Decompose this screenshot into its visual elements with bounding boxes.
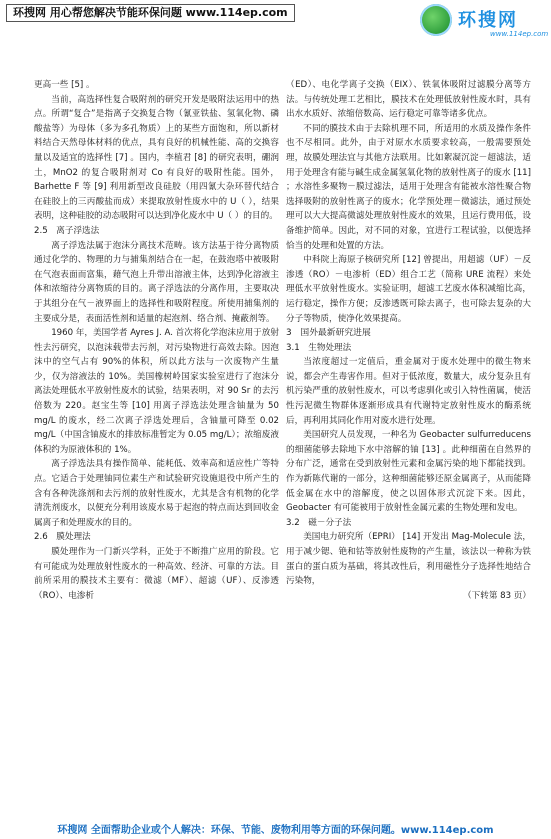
section-heading: 2.6 膜处理法 <box>34 532 91 543</box>
paragraph: 膜处理作为一门新兴学科，正处于不断推广应用的阶段。它有可能成为处理放射性废水的一种高效、经济、可靠的方法。目前所采用的膜技术主要有：微滤（MF）、超滤（UF）、反渗透（RO）、电渗析 <box>34 547 279 601</box>
paragraph: 离子浮选法属于泡沫分离技术范畴。该方法基于待分离物质通过化学的、物理的力与捕集剂结合在一起，在鼓泡塔中被吸附在气泡表面而富集，藉气泡上升带出溶液主体，达到净化溶液主体和浓缩待分离物质的目的。离子浮选法的分离作用，主要取决于其组分在气－液界面上的选择性和吸附程度。所使用捕集剂的主要成分是，表面活性剂和适量的起泡剂、络合剂、掩蔽剂等。 <box>34 240 279 324</box>
left-column <box>34 78 279 603</box>
subsection-heading: 3.2 磁－分子法 <box>286 517 352 528</box>
continued-note: （下转第 83 页） <box>463 590 531 601</box>
paragraph: 1960 年，美国学者 Ayres J. A. 首次将化学泡沫应用于放射性去污研究，以泡沫载带去污剂，对污染物进行高效去除。因泡沫中的空气占有 90%的体积，所以此方法与一次废物产生量少，仅为溶液法的 10%。美国橡树岭国家实验室进行了泡沫分离法处理低水平放射性废水的试验，结果表明，对 90 Sr 的去污倍数为 220。赵宝生等 [10] 用离子浮选法处理含铀量为 50 mg/L 的废水，经二次离子浮选处理后，含铀量可降至 0.02 mg/L（中国含铀废水的排放标准暂定为 0.05 mg/L）；浓缩废液体积约为原液体积的 1%。 <box>34 328 279 455</box>
paragraph: 离子浮选法具有操作简单、能耗低、效率高和适应性广等特点。它适合于处理铀同位素生产和试验研究设施退役中所产生的含有各种洗涤剂和去污剂的放射性废水，尤其是含有机物的化学清洗剂废水，以便充分利用该废水易于起泡的特点而达到回收金属离子和处理废水的目的。 <box>34 459 279 528</box>
paragraph: 不同的膜技术由于去除机理不同，所适用的水质及操作条件也不尽相同。此外，由于对原水水质要求较高，一般需要预处理，故膜处理法宜与其他方法联用。比如絮凝沉淀－超滤法，适用于处理含有能与碱生成金属氢氧化物的放射性离子的废水 [11] ；水溶性多聚物－膜过滤法，适用于处理含有能被水溶性聚合物选择吸附的放射性离子的废水；化学预处理－微滤法，通过预处理可以大大提高微滤处理放射性废水的效果，且运行费用低，设备维护简单。因此，对不同的对象，宜进行工程试验，以便选择恰当的处理和处置的方法。 <box>286 123 531 251</box>
top-banner[interactable]: 环搜网 用心帮您解决节能环保问题 www.114ep.com <box>6 4 295 22</box>
globe-icon <box>420 4 452 36</box>
right-column <box>286 78 531 603</box>
page-header <box>0 0 551 58</box>
logo-url: www.114ep.com <box>490 30 549 38</box>
paragraph: 更高一些 [5] 。 <box>34 80 95 90</box>
site-logo[interactable] <box>420 4 550 44</box>
section-heading: 3 国外最新研究进展 <box>286 328 371 339</box>
paragraph: 美国电力研究所（EPRI） [14] 开发出 Mag-Molecule 法，用于减少锶、铯和钴等放射性废物的产生量，该法以一种称为铁蛋白的蛋白质为基础，将其改性后，利用磁性分子选择性地结合污染物， <box>286 532 531 587</box>
paragraph: （ED）、电化学离子交换（EIX）、铁氧体吸附过滤膜分离等方法。与传统处理工艺相比，膜技术在处理低放射性废水时，具有出水水质好、浓缩倍数高、运行稳定可靠等诸多优点。 <box>286 80 531 120</box>
paragraph: 美国研究人员发现，一种名为 Geobacter sulfurreducens 的细菌能够去除地下水中溶解的铀 [13] 。此种细菌在自然界的分布广泛，通常在受到放射性元素和金属污染的地下都能找到。作为新陈代谢的一部分，这种细菌能够还原金属离子，从而能降低金属在水中的溶解度，使之以固体形式沉淀下来。因此，Geobacter 有可能被用于放射性金属元素的生物处理和发电。 <box>286 430 531 514</box>
paragraph: 当浓度超过一定值后，重金属对于废水处理中的微生物来说，都会产生毒害作用。但对于低浓度，数量大，成分复杂且有机污染严重的放射性废水，可以考虑驯化或引入特性菌属，使活性污泥微生物群体逐渐形成具有代谢特定放射性废水的酶系统后，再利用其同化作用对废水进行处理。 <box>286 357 531 426</box>
subsection-heading: 3.1 生物处理法 <box>286 342 352 353</box>
paragraph: 当前，高选择性复合吸附剂的研究开发是吸附法运用中的热点。所谓“复合”是指离子交换复合物（氰亚铁盐、氢氧化物、磷酸盐等）为母体（多为多孔物质）上的某些方面饱和，所以新材料结合天然母体材料的优点，具有良好的机械性能、高的交换容量以及适宜的选择性 [7] 。国内，李植君 [8] 的研究表明，硼润土，MnO2 的复合吸附剂对 Co 有良好的吸附性能。国外，Barhette F 等 [9] 利用新型改良硅胶（用四氰大杂环替代结合在硅胶上的三丙酸盐而成）来提取放射性废水中的 U（ ），结果表明，这种硅胶的动态吸附可以达到净化废水中 U（ ）的目的。 <box>34 94 279 222</box>
footer-banner[interactable]: 环搜网 全面帮助企业或个人解决：环保、节能、废物利用等方面的环保问题。www.114ep.com <box>57 825 494 836</box>
section-heading: 2.5 离子浮选法 <box>34 225 100 236</box>
paragraph: 中科院上海原子核研究所 [12] 曾提出，用超滤（UF）－反渗透（RO）－电渗析（ED）组合工艺（简称 URE 流程）来处理低水平放射性废水。实验证明，超滤工艺废水体积减缩比高，运行稳定，操作方便；反渗透既可除去离子，也可除去复杂的大分子等物质，使净化效果提高。 <box>286 255 531 324</box>
logo-title: 环搜网 <box>458 10 518 31</box>
